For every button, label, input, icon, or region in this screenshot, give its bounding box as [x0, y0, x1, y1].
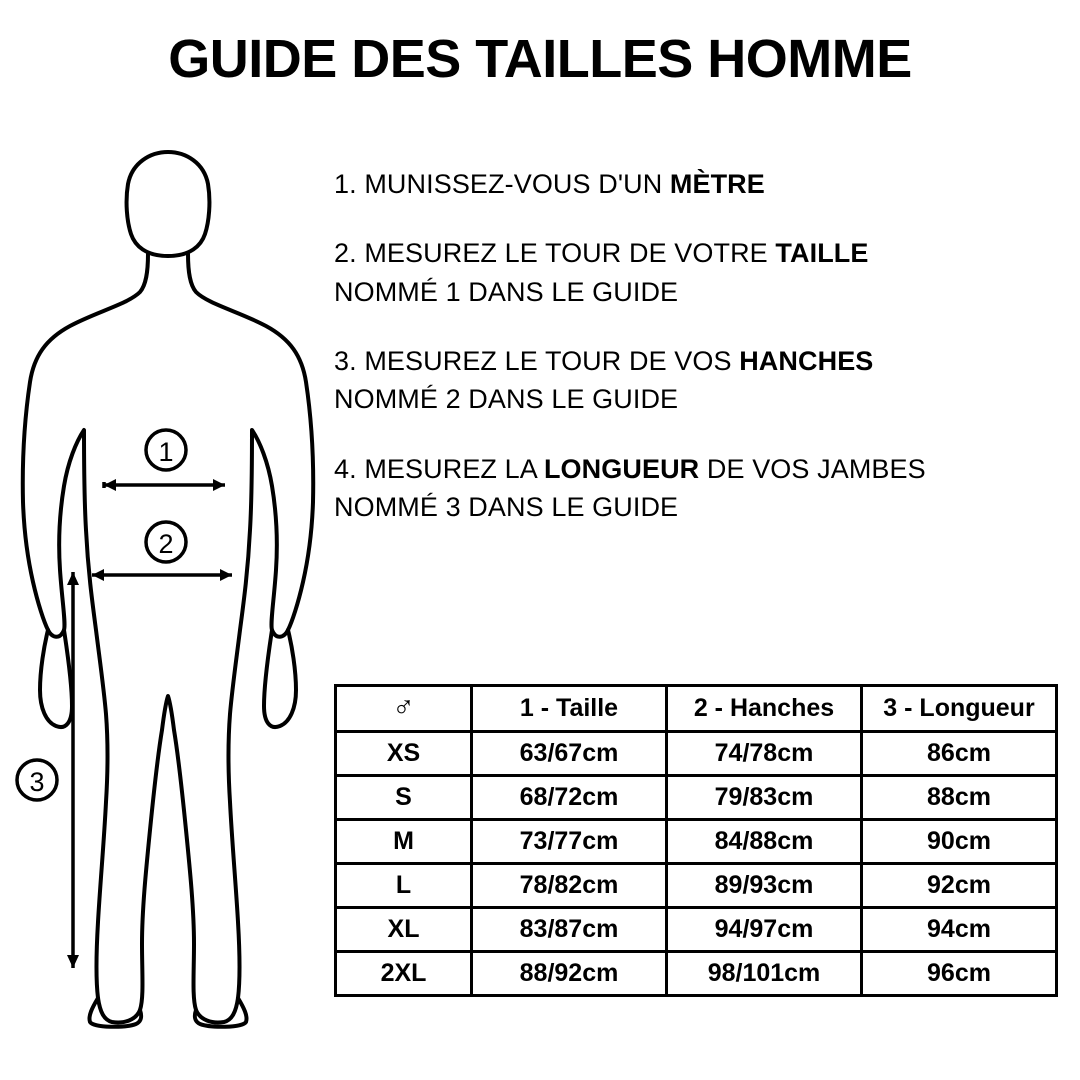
row-hips-value: 79/83cm: [667, 776, 862, 820]
table-header-hips: 2 - Hanches: [667, 686, 862, 732]
gender-icon: ♂: [336, 686, 472, 732]
table-row: [336, 908, 1057, 952]
row-hips-value: 94/97cm: [667, 908, 862, 952]
leg-length-measure-marker: [17, 760, 57, 800]
row-length-value: 94cm: [862, 908, 1057, 952]
instruction-3-second-line: NOMMÉ 2 DANS LE GUIDE: [334, 384, 679, 415]
waist-measure-line: [104, 479, 225, 491]
row-hips-value: 84/88cm: [667, 820, 862, 864]
instruction-2-prefix: 2. MESUREZ LE TOUR DE VOTRE: [334, 238, 776, 269]
row-waist-value: 73/77cm: [472, 820, 667, 864]
table-row: [336, 952, 1057, 996]
row-size-label: 2XL: [336, 952, 472, 996]
instruction-4-second-line: NOMMÉ 3 DANS LE GUIDE: [334, 491, 679, 522]
waist-measure-marker: [146, 430, 186, 470]
row-waist-value: 83/87cm: [472, 908, 667, 952]
instruction-4-prefix: 4. MESUREZ LA: [334, 453, 544, 484]
svg-text:2: 2: [158, 529, 174, 559]
size-table: [334, 684, 1058, 997]
instruction-step-4: [334, 450, 1064, 527]
instruction-1-prefix: 1. MUNISSEZ-VOUS D'UN: [334, 169, 670, 199]
instructions-list: [334, 165, 1064, 557]
leg-length-measure-line: [67, 572, 79, 968]
row-size-label: S: [336, 776, 472, 820]
instruction-1-bold: MÈTRE: [669, 169, 765, 199]
instruction-2-second-line: NOMMÉ 1 DANS LE GUIDE: [334, 276, 679, 307]
row-waist-value: 63/67cm: [472, 732, 667, 776]
row-waist-value: 78/82cm: [472, 864, 667, 908]
table-header-length: 3 - Longueur: [862, 686, 1057, 732]
hips-measure-marker: [146, 522, 186, 562]
row-length-value: 92cm: [862, 864, 1057, 908]
hips-measure-line: [92, 569, 232, 581]
row-waist-value: 88/92cm: [472, 952, 667, 996]
row-waist-value: 68/72cm: [472, 776, 667, 820]
table-row: [336, 864, 1057, 908]
row-length-value: 96cm: [862, 952, 1057, 996]
row-length-value: 90cm: [862, 820, 1057, 864]
instruction-3-bold: HANCHES: [739, 345, 874, 376]
instruction-step-2: [334, 234, 1064, 311]
row-size-label: XL: [336, 908, 472, 952]
instruction-step-3: [334, 342, 1064, 419]
row-size-label: XS: [336, 732, 472, 776]
row-hips-value: 89/93cm: [667, 864, 862, 908]
instruction-4-bold: LONGUEUR: [543, 453, 700, 484]
page-title: GUIDE DES TAILLES HOMME: [168, 29, 912, 89]
instruction-3-prefix: 3. MESUREZ LE TOUR DE VOS: [334, 345, 740, 376]
row-hips-value: 98/101cm: [667, 952, 862, 996]
svg-text:3: 3: [29, 767, 45, 797]
male-body-silhouette: [0, 130, 340, 1060]
table-row: [336, 776, 1057, 820]
row-size-label: L: [336, 864, 472, 908]
instruction-4-suffix: DE VOS JAMBES: [699, 453, 926, 484]
row-hips-value: 74/78cm: [667, 732, 862, 776]
table-header-waist: 1 - Taille: [472, 686, 667, 732]
instruction-2-bold: TAILLE: [775, 238, 869, 269]
table-row: [336, 732, 1057, 776]
row-length-value: 88cm: [862, 776, 1057, 820]
row-length-value: 86cm: [862, 732, 1057, 776]
table-row: [336, 820, 1057, 864]
row-size-label: M: [336, 820, 472, 864]
instruction-step-1: [334, 165, 1064, 203]
table-header-row: [336, 686, 1057, 732]
svg-text:1: 1: [158, 437, 174, 467]
